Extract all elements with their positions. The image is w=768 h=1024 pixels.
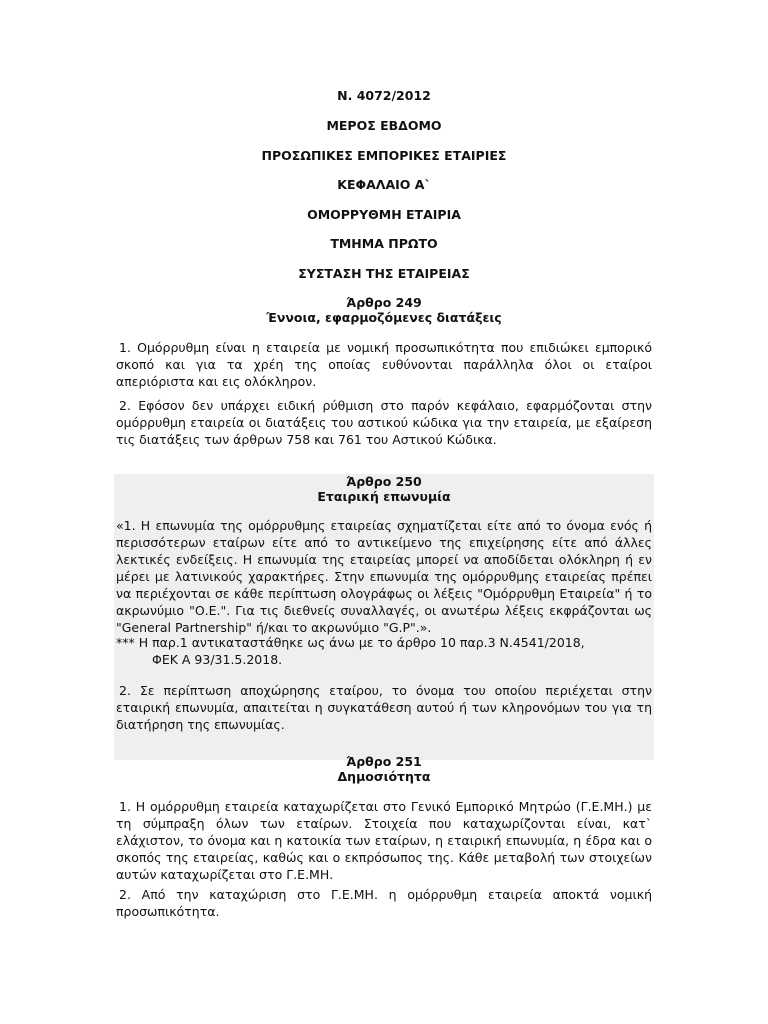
- article-250-amendment-note: *** Η παρ.1 αντικαταστάθηκε ως άνω με το άρθρο 10 παρ.3 Ν.4541/2018,: [116, 635, 585, 650]
- article-251-title: Δημοσιότητα: [337, 769, 431, 784]
- article-250-paragraph-2: 2. Σε περίπτωση αποχώρησης εταίρου, το όνομα του οποίου περιέχεται στην εταιρική επωνυμία, απαιτείται η συγκατάθεση αυτού ή των κληρονόμων του για τη διατήρηση της επωνυμίας.: [116, 683, 652, 732]
- article-249-paragraph-1: 1. Ομόρρυθμη είναι η εταιρεία με νομική προσωπικότητα που επιδιώκει εμπορικό σκοπό και για τα χρέη της οποίας ευθύνονται παράλληλα όλοι οι εταίροι απεριόριστα και εις ολόκληρον.: [116, 340, 652, 389]
- chapter-heading: ΚΕΦΑΛΑΙΟ Α`: [337, 177, 431, 192]
- part-heading: ΜΕΡΟΣ ΕΒΔΟΜΟ: [326, 118, 442, 133]
- article-251-heading: Άρθρο 251: [346, 754, 422, 769]
- article-251-paragraph-1: 1. Η ομόρρυθμη εταιρεία καταχωρίζεται στο Γενικό Εμπορικό Μητρώο (Γ.Ε.ΜΗ.) με τη σύμπραξη όλων των εταίρων. Στοιχεία που καταχωρίζονται είναι, κατ` ελάχιστον, το όνομα και η κατοικία των εταίρων, η εταιρική επωνυμία, η έδρα και ο σκοπός της εταιρείας, καθώς και ο εκπρόσωπος της. Κάθε μεταβολή των στοιχείων αυτών καταχωρίζεται στο Γ.Ε.ΜΗ.: [116, 799, 652, 882]
- article-249-paragraph-2: 2. Εφόσον δεν υπάρχει ειδική ρύθμιση στο παρόν κεφάλαιο, εφαρμόζονται στην ομόρρυθμη εταιρεία οι διατάξεις του αστικού κώδικα για την εταιρεία, με εξαίρεση τις διατάξεις των άρθρων 758 και 761 του Αστικού Κώδικα.: [116, 398, 652, 447]
- section-title: ΣΥΣΤΑΣΗ ΤΗΣ ΕΤΑΙΡΕΙΑΣ: [298, 266, 470, 281]
- article-249-title: Έννοια, εφαρμοζόμενες διατάξεις: [266, 310, 502, 325]
- article-251-paragraph-2: 2. Από την καταχώριση στο Γ.Ε.ΜΗ. η ομόρρυθμη εταιρεία αποκτά νομική προσωπικότητα.: [116, 887, 652, 919]
- section-heading: ΤΜΗΜΑ ΠΡΩΤΟ: [330, 236, 438, 251]
- law-number: Ν. 4072/2012: [337, 88, 431, 103]
- chapter-title: ΟΜΟΡΡΥΘΜΗ ΕΤΑΙΡΙΑ: [307, 207, 461, 222]
- article-250-title: Εταιρική επωνυμία: [317, 489, 451, 504]
- article-250-amendment-note-ref: ΦΕΚ Α 93/31.5.2018.: [152, 652, 283, 667]
- article-250-heading: Άρθρο 250: [346, 474, 422, 489]
- part-title: ΠΡΟΣΩΠΙΚΕΣ ΕΜΠΟΡΙΚΕΣ ΕΤΑΙΡΙΕΣ: [261, 148, 507, 163]
- article-249-heading: Άρθρο 249: [346, 295, 422, 310]
- article-250-paragraph-1: «1. Η επωνυμία της ομόρρυθμης εταιρείας σχηματίζεται είτε από το όνομα ενός ή περισσότερων εταίρων είτε από το αντικείμενο της επιχείρησης είτε από άλλες λεκτικές ενδείξεις. Η επωνυμία της εταιρείας μπορεί να αποδίδεται ολόκληρη ή εν μέρει με λατινικούς χαρακτήρες. Στην επωνυμία της ομόρρυθμης εταιρείας πρέπει να περιέχονται σε κάθε περίπτωση ολογράφως οι λέξεις "Ομόρρυθμη Εταιρεία" ή το ακρωνύμιο "Ο.Ε.". Για τις διεθνείς συναλλαγές, οι ανωτέρω λέξεις εκφράζονται ως "General Partnership" ή/και το ακρωνύμιο "G.P".».: [116, 518, 652, 635]
